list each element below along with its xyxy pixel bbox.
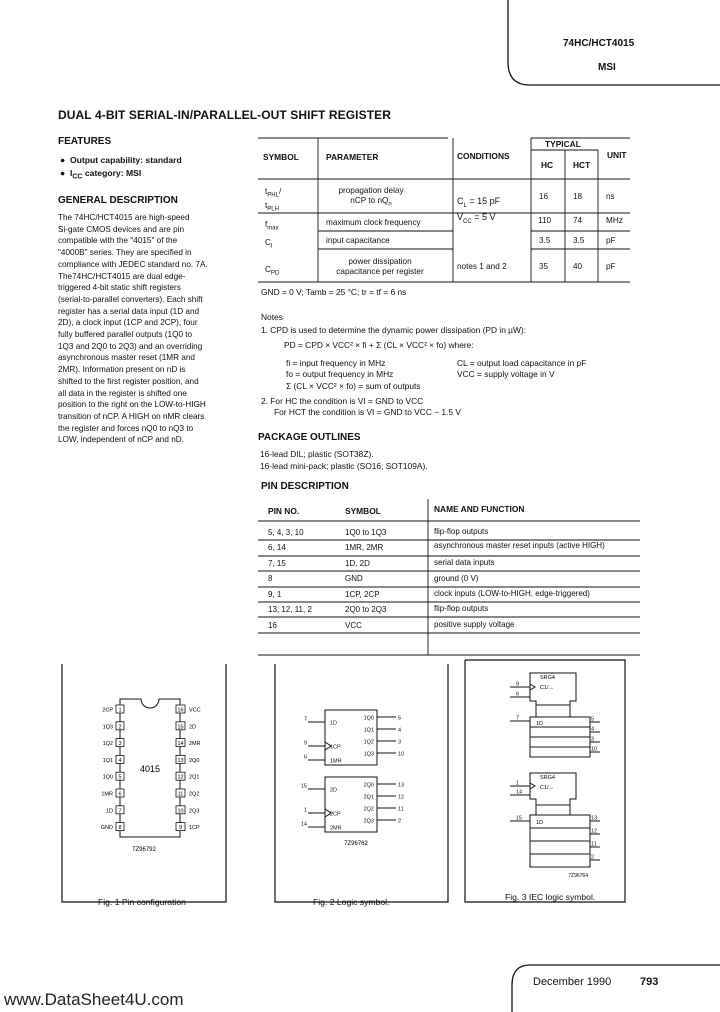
table-cell-hc: 16: [539, 192, 549, 201]
input-pin-number: 6: [303, 754, 307, 761]
table-cell-symbol: $f_{max}$: [265, 220, 279, 232]
pin-label: 2D: [189, 724, 197, 731]
note-vcc: VCC = supply voltage in V: [457, 369, 555, 379]
srg4-label: SRG4: [540, 675, 555, 681]
table-cell-conditions: notes 1 and 2: [457, 262, 507, 271]
pin-label: 2CP: [102, 707, 113, 714]
category-label: MSI: [598, 62, 616, 73]
pin-number: 4: [118, 757, 122, 764]
output-pin-number: 3: [398, 739, 402, 746]
col-header-symbol: SYMBOL: [263, 152, 299, 162]
pin-cell-pins: 5, 4, 3, 10: [268, 528, 304, 537]
output-label: 1Q3: [363, 751, 374, 758]
col-header-hc: HC: [541, 160, 554, 170]
table-cell-hct: 40: [573, 262, 583, 271]
table-cell-hct: 3.5: [573, 236, 585, 245]
pin-cell-symbol: 1Q0 to 1Q3: [345, 528, 387, 537]
table-cell-hct: 74: [573, 216, 583, 225]
data-label: 1D: [536, 820, 544, 826]
output-pin-number: 5: [591, 716, 595, 723]
pin-cell-pins: 9, 1: [268, 590, 282, 599]
input-label: 1CP: [330, 744, 341, 751]
chip-label: 4015: [139, 764, 161, 774]
bullet-icon: ●: [60, 168, 66, 178]
pin-cell-name: clock inputs (LOW-to-HIGH, edge-triggered): [434, 589, 590, 598]
input-pin-number: 1: [516, 780, 520, 787]
pin-cell-symbol: 1D, 2D: [345, 559, 370, 568]
table-cell-parameter: maximum clock frequency: [326, 218, 421, 227]
pin-number: 2: [118, 724, 122, 731]
input-pin-number: 14: [516, 789, 523, 796]
table-cell-symbol: $C_{PD}$: [265, 265, 280, 277]
input-pin-number: 7: [303, 716, 307, 723]
output-pin-number: 13: [591, 815, 598, 822]
srg4-label: SRG4: [540, 775, 555, 781]
pin-label: 2Q2: [189, 791, 200, 798]
pin-cell-symbol: 1MR, 2MR: [345, 543, 384, 552]
pin-cell-name: flip-flop outputs: [434, 604, 489, 613]
pin-label: 2Q3: [189, 808, 200, 815]
pin-cell-name: asynchronous master reset inputs (active HIGH): [434, 541, 605, 550]
table-cell-hc: 110: [538, 216, 552, 225]
input-pin-number: 9: [516, 681, 520, 688]
general-description-text: The 74HC/HCT4015 are high-speed Si-gate CMOS devices and are pin compatible with the "4015" of the "4000B" series. They are specified in compliance with JEDEC standard no. 7A. The74HC/HCT4015 are dual edge- triggered 4-bit static shift registers (serial-to-parallel converters). Each shift register has a serial data input (1D and 2D), a clock input (1CP and 2CP), four fully buffered parallel outputs (1Q0 to 1Q3 and 2Q0 to 2Q3) and an overriding asynchronous master reset (1MR and 2MR). Information present on nD is shifted to the first register position, and all data in the register is shifted one position to the right on the LOW-to-HIGH transition of nCP. A HIGH on nMR clears the register and forces nQ0 to nQ3 to LOW, independent of nCP and nD.: [58, 213, 208, 445]
general-description-heading: GENERAL DESCRIPTION: [58, 195, 178, 206]
pin-number: 15: [177, 724, 184, 731]
pin-cell-name: flip-flop outputs: [434, 527, 489, 536]
package-line-1: 16-lead DIL; plastic (SOT38Z).: [260, 449, 374, 459]
clock-label: C1/→: [540, 685, 555, 691]
pin-number: 6: [118, 791, 122, 798]
input-pin-number: 9: [303, 740, 307, 747]
conditions-line: GND = 0 V; Tamb = 25 °C; tr = tf = 6 ns: [261, 287, 407, 297]
pin-cell-pins: 8: [268, 574, 273, 583]
pin-description-heading: PIN DESCRIPTION: [261, 481, 349, 492]
input-pin-number: 7: [516, 715, 520, 722]
pin-cell-symbol: 2Q0 to 2Q3: [345, 605, 387, 614]
output-pin-number: 13: [398, 782, 405, 789]
note-2: 2. For HC the condition is VI = GND to VCC: [261, 396, 424, 406]
table-cell-unit: MHz: [606, 216, 623, 225]
col-header-conditions: CONDITIONS: [457, 151, 510, 161]
input-pin-number: 15: [516, 815, 523, 822]
pin-label: 1Q3: [102, 724, 113, 731]
pin-cell-symbol: GND: [345, 574, 363, 583]
input-label: 2MR: [330, 825, 342, 832]
output-pin-number: 4: [591, 726, 595, 733]
output-pin-number: 12: [398, 794, 405, 801]
output-pin-number: 4: [398, 727, 402, 734]
output-pin-number: 2: [398, 818, 402, 825]
website-watermark[interactable]: www.DataSheet4U.com: [4, 990, 184, 1009]
pin-number: 12: [177, 774, 184, 781]
output-label: 1Q1: [363, 727, 374, 734]
input-label: 1D: [330, 720, 338, 727]
output-label: 2Q2: [363, 806, 374, 813]
output-pin-number: 11: [591, 841, 597, 848]
table-cell-unit: ns: [606, 192, 615, 201]
clock-label: C1/→: [540, 785, 555, 791]
pin-cell-name: ground (0 V): [434, 574, 479, 583]
table-cell-conditions: $C_L = 15$ pF $V_{CC} = 5$ V: [457, 196, 501, 225]
figure-code: 7Z96764: [568, 873, 588, 879]
pin-cell-pins: 7, 15: [268, 559, 286, 568]
figure-2-caption: Fig. 2 Logic symbol.: [313, 897, 390, 907]
note-2b: For HCT the condition is VI = GND to VCC − 1.5 V: [274, 407, 461, 417]
col-header-parameter: PARAMETER: [326, 152, 379, 162]
pin-label: 2MR: [189, 741, 201, 748]
table-cell-unit: pF: [606, 236, 616, 245]
pin-label: 1Q1: [102, 757, 113, 764]
pin-cell-pins: 6, 14: [268, 543, 286, 552]
output-pin-number: 5: [398, 715, 402, 722]
pin-label: 1MR: [101, 791, 113, 798]
pin-number: 11: [177, 791, 184, 798]
pin-cell-name: serial data inputs: [434, 558, 495, 567]
pin-label: 2Q1: [189, 774, 200, 781]
pin-col-header-name: NAME AND FUNCTION: [434, 504, 525, 514]
features-heading: FEATURES: [58, 136, 112, 147]
pin-cell-symbol: VCC: [345, 621, 362, 630]
pin-number: 13: [177, 757, 184, 764]
notes-heading: Notes: [261, 312, 283, 322]
output-pin-number: 10: [398, 751, 405, 758]
note-formula: PD = CPD × VCC² × fi + Σ (CL × VCC² × fo) where:: [284, 340, 474, 350]
output-label: 2Q3: [363, 818, 374, 825]
note-fi: fi = input frequency in MHz: [286, 358, 386, 368]
pin-cell-symbol: 1CP, 2CP: [345, 590, 380, 599]
page-number: 793: [640, 976, 659, 988]
pin-label: 1CP: [189, 825, 200, 832]
output-pin-number: 12: [591, 828, 598, 835]
table-cell-unit: pF: [606, 262, 616, 271]
pin-number: 7: [118, 808, 122, 815]
output-pin-number: 2: [591, 854, 595, 861]
pin-label: 2Q0: [189, 757, 200, 764]
pin-number: 1: [118, 707, 122, 714]
pin-number: 9: [178, 825, 183, 832]
part-number: 74HC/HCT4015: [563, 38, 635, 49]
package-line-2: 16-lead mini-pack; plastic (SO16; SOT109A).: [260, 461, 428, 471]
input-pin-number: 14: [300, 821, 307, 828]
note-1: 1. CPD is used to determine the dynamic power dissipation (PD in µW):: [261, 325, 527, 335]
pin-number: 8: [118, 825, 122, 832]
page-title: DUAL 4-BIT SERIAL-IN/PARALLEL-OUT SHIFT REGISTER: [58, 108, 392, 122]
feature-item: ● $I_{CC}$ category: MSI: [60, 168, 142, 181]
pin-cell-pins: 16: [268, 621, 277, 630]
pin-col-header-symbol: SYMBOL: [345, 506, 381, 516]
figure-code: 7Z96792: [132, 847, 156, 853]
pin-configuration-diagram: [88, 695, 213, 855]
output-label: 2Q0: [363, 782, 374, 789]
input-pin-number: 1: [303, 807, 307, 814]
table-cell-hc: 3.5: [539, 236, 551, 245]
pin-label: VCC: [189, 707, 201, 714]
table-cell-hc: 35: [539, 262, 549, 271]
pin-number: 3: [118, 741, 122, 748]
figure-1-caption: Fig. 1 Pin configuration: [98, 897, 186, 907]
table-cell-parameter: propagation delay nCP to $nQ_n$: [338, 186, 404, 208]
table-cell-symbol: $t_{PHL}/$ $t_{PLH}$: [265, 187, 282, 213]
feature-item: ● Output capability: standard: [60, 155, 182, 165]
pin-number: 16: [177, 707, 184, 714]
pin-col-header-pin: PIN NO.: [268, 506, 300, 516]
pin-number: 10: [177, 808, 184, 815]
table-cell-hct: 18: [573, 192, 583, 201]
output-label: 2Q1: [363, 794, 374, 801]
pin-label: 1D: [105, 808, 113, 815]
pin-cell-name: positive supply voltage: [434, 620, 515, 629]
output-label: 1Q2: [363, 739, 374, 746]
col-header-hct: HCT: [573, 160, 591, 170]
table-cell-parameter: input capacitance: [326, 236, 390, 245]
note-sum: Σ (CL × VCC² × fo) = sum of outputs: [286, 381, 421, 391]
pin-label: GND: [100, 825, 113, 832]
input-pin-number: 6: [516, 691, 520, 698]
pin-number: 5: [118, 774, 122, 781]
pin-cell-pins: 13, 12, 11, 2: [268, 605, 312, 614]
col-header-typical: TYPICAL: [545, 139, 581, 149]
output-pin-number: 11: [398, 806, 404, 813]
note-cl: CL = output load capacitance in pF: [457, 358, 587, 368]
logic-symbol-diagram: [300, 700, 420, 850]
table-cell-parameter: power dissipation capacitance per register: [336, 257, 424, 276]
input-label: 2CP: [330, 811, 341, 818]
footer-date: December 1990: [533, 976, 612, 988]
output-label: 1Q0: [363, 715, 374, 722]
col-header-unit: UNIT: [607, 150, 627, 160]
figure-3-caption: Fig. 3 IEC logic symbol.: [505, 892, 596, 902]
note-fo: fo = output frequency in MHz: [286, 369, 394, 379]
input-label: 2D: [330, 787, 338, 794]
output-pin-number: 3: [591, 736, 595, 743]
iec-logic-symbol-diagram: [500, 665, 620, 880]
data-label: 1D: [536, 721, 544, 727]
package-heading: PACKAGE OUTLINES: [258, 432, 361, 443]
pin-label: 1Q2: [102, 741, 113, 748]
input-label: 1MR: [330, 758, 342, 765]
figure-code: 7Z96762: [344, 841, 368, 847]
pin-number: 14: [177, 741, 184, 748]
bullet-icon: ●: [60, 155, 66, 165]
pin-label: 1Q0: [102, 774, 113, 781]
input-pin-number: 15: [300, 783, 307, 790]
output-pin-number: 10: [591, 746, 598, 753]
table-cell-symbol: $C_I$: [265, 238, 273, 250]
